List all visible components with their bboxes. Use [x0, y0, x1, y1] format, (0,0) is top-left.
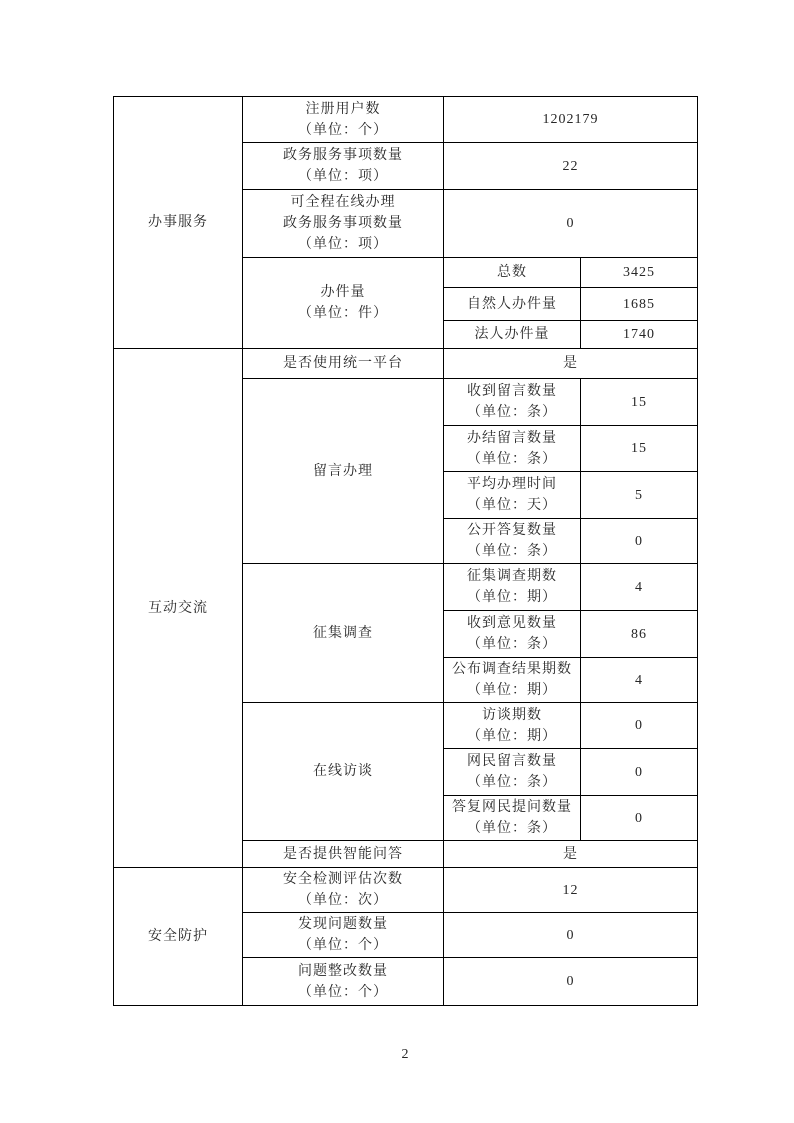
metric-label-cell [243, 258, 444, 349]
metric-label-cell [243, 868, 444, 913]
metric-unit: （单位：件） [298, 306, 388, 321]
metric-value-cell: 15 [581, 379, 698, 426]
sub-metric-label: 公开答复数量 [467, 523, 557, 538]
metric-label: 问题整改数量 [298, 963, 388, 979]
metric-value-cell: 1685 [581, 288, 698, 321]
sub-metric-unit: （单位：条） [467, 775, 557, 790]
metric-value-cell: 22 [444, 143, 698, 190]
sub-metric-label-cell: 法人办件量 [444, 321, 581, 349]
metric-unit: （单位：次） [298, 893, 388, 908]
metric-value-cell: 是 [444, 841, 698, 868]
metric-value-cell: 0 [581, 519, 698, 564]
metric-label: 发现问题数量 [298, 917, 388, 932]
metric-value-cell: 0 [444, 190, 698, 258]
metric-value-cell: 1202179 [444, 97, 698, 143]
metric-value-cell: 4 [581, 658, 698, 703]
metric-label-cell [243, 958, 444, 1006]
sub-metric-unit: （单位：条） [467, 544, 557, 559]
metric-value-cell: 是 [444, 349, 698, 379]
sub-metric-label: 办结留言数量 [467, 430, 557, 446]
sub-metric-unit: （单位：期） [467, 683, 557, 698]
metric-value-cell: 0 [581, 749, 698, 796]
sub-metric-label-cell [444, 519, 581, 564]
sub-metric-label-cell [444, 611, 581, 658]
metric-label-cell: 征集调查 [243, 564, 444, 703]
metric-unit: （单位：个） [298, 938, 388, 953]
sub-metric-label: 访谈期数 [482, 707, 542, 723]
metric-label-cell [243, 97, 444, 143]
sub-metric-label-cell [444, 426, 581, 472]
sub-metric-label-cell: 总数 [444, 258, 581, 288]
sub-metric-unit: （单位：期） [467, 728, 557, 744]
metric-label-cell: 在线访谈 [243, 703, 444, 841]
sub-metric-unit: （单位：条） [467, 821, 557, 836]
metric-unit: （单位：个） [298, 984, 388, 1000]
metric-value-cell: 3425 [581, 258, 698, 288]
metric-label: 办件量 [320, 285, 366, 300]
metric-value-cell: 86 [581, 611, 698, 658]
metric-value-cell: 5 [581, 472, 698, 519]
sub-metric-label: 收到留言数量 [467, 384, 557, 399]
sub-metric-label-cell: 自然人办件量 [444, 288, 581, 321]
metric-label: 安全检测评估次数 [283, 872, 403, 887]
sub-metric-unit: （单位：条） [467, 637, 557, 652]
metric-unit: （单位：项） [298, 237, 388, 252]
metric-value-cell: 0 [581, 703, 698, 749]
sub-metric-label-cell [444, 658, 581, 703]
sub-metric-unit: （单位：条） [467, 405, 557, 420]
metric-label: 注册用户数 [305, 101, 381, 117]
group-cell-security: 安全防护 [114, 868, 243, 1006]
sub-metric-unit: （单位：期） [467, 590, 557, 605]
sub-metric-label-cell [444, 796, 581, 841]
page-number: 2 [401, 1047, 409, 1062]
sub-metric-label: 公布调查结果期数 [452, 662, 572, 677]
metric-label-cell: 是否使用统一平台 [243, 349, 444, 379]
sub-metric-label-cell [444, 472, 581, 519]
metric-label: 政务服务事项数量 [283, 148, 403, 163]
group-cell-office-services: 办事服务 [114, 97, 243, 349]
sub-metric-label-cell [444, 749, 581, 796]
metric-unit: （单位：个） [298, 122, 388, 138]
sub-metric-label-cell [444, 703, 581, 749]
sub-metric-label-cell [444, 564, 581, 611]
metric-label-cell [243, 190, 444, 258]
sub-metric-label: 平均办理时间 [467, 477, 557, 492]
metric-value-cell: 0 [444, 958, 698, 1006]
sub-metric-label: 网民留言数量 [467, 754, 557, 769]
metric-value-cell: 15 [581, 426, 698, 472]
metric-unit: （单位：项） [298, 169, 388, 184]
report-table [113, 96, 698, 1006]
metric-label-line2: 政务服务事项数量 [283, 216, 403, 231]
sub-metric-unit: （单位：天） [467, 498, 557, 513]
metric-value-cell: 12 [444, 868, 698, 913]
sub-metric-label-cell [444, 379, 581, 426]
metric-label-cell: 留言办理 [243, 379, 444, 564]
sub-metric-label: 征集调查期数 [467, 569, 557, 584]
metric-label-cell: 是否提供智能问答 [243, 841, 444, 868]
metric-value-cell: 0 [444, 913, 698, 958]
metric-label-cell [243, 143, 444, 190]
metric-value-cell: 1740 [581, 321, 698, 349]
sub-metric-label: 答复网民提问数量 [452, 800, 572, 815]
metric-value-cell: 4 [581, 564, 698, 611]
metric-label: 可全程在线办理 [290, 195, 396, 210]
metric-label-cell [243, 913, 444, 958]
sub-metric-label: 收到意见数量 [467, 616, 557, 631]
group-cell-interaction: 互动交流 [114, 349, 243, 868]
sub-metric-unit: （单位：条） [467, 451, 557, 467]
metric-value-cell: 0 [581, 796, 698, 841]
